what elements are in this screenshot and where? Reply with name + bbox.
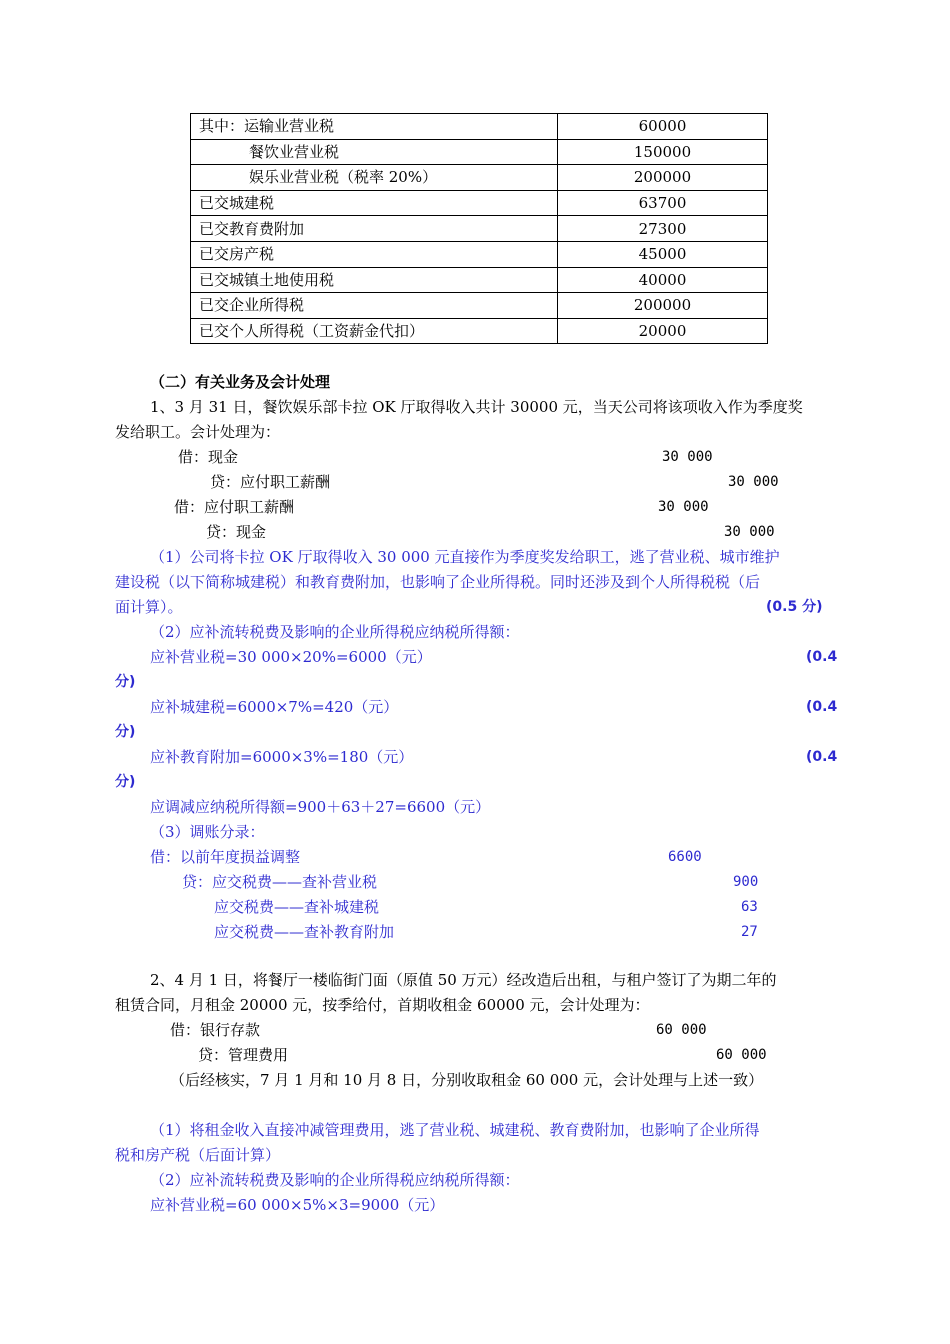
table-cell-label: 其中：运输业营业税 — [191, 114, 558, 140]
table-cell-label: 已交教育费附加 — [191, 216, 558, 242]
table-row — [191, 165, 768, 191]
table-row — [191, 114, 768, 140]
table-cell-label: 已交个人所得税（工资薪金代扣） — [191, 318, 558, 344]
item1-answer1-line1: （1）公司将卡拉 OK 厅取得收入 30 000 元直接作为季度奖发给职工，逃了营业税、城市维护 — [150, 548, 780, 566]
item2-calc-business-tax: 应补营业税=60 000×5%×3=9000（元） — [150, 1196, 445, 1214]
score-label: (0.4 — [806, 699, 838, 715]
table-cell-value: 60000 — [558, 114, 768, 140]
adjust-entry-amount: 27 — [741, 924, 758, 940]
item1-answer1-line2: 建设税（以下简称城建税）和教育费附加，也影响了企业所得税。同时还涉及到个人所得税税（后 — [115, 573, 761, 591]
section-title: （二）有关业务及会计处理 — [150, 373, 331, 391]
adjust-entry-account: 贷：应交税费——查补营业税 — [182, 873, 378, 891]
table-cell-value: 27300 — [558, 216, 768, 242]
table-cell-value: 20000 — [558, 318, 768, 344]
item2-para-line2: 租赁合同，月租金 20000 元，按季给付，首期收租金 60000 元，会计处理为： — [115, 996, 650, 1014]
journal-entry-amount: 30 000 — [658, 499, 709, 515]
table-row — [191, 267, 768, 293]
journal-entry-amount: 60 000 — [716, 1047, 767, 1063]
score-label: (0.4 — [806, 649, 838, 665]
item1-answer3-title: （3）调账分录： — [150, 823, 265, 841]
journal-entry-amount: 30 000 — [724, 524, 775, 540]
item2-note: （后经核实，7 月 1 月和 10 月 8 日，分别收取租金 60 000 元，会计处理与上述一致） — [170, 1071, 764, 1089]
calc-business-tax: 应补营业税=30 000×20%=6000（元） — [150, 648, 432, 666]
table-cell-label: 已交城建税 — [191, 190, 558, 216]
item2-para-line1: 2、4 月 1 日，将餐厅一楼临街门面（原值 50 万元）经改造后出租，与租户签订了为期二年的 — [150, 971, 777, 989]
score-label: (0.4 — [806, 749, 838, 765]
table-cell-label: 已交企业所得税 — [191, 293, 558, 319]
table-row — [191, 293, 768, 319]
calc-education-surcharge: 应补教育附加=6000×3%=180（元） — [150, 748, 414, 766]
table-cell-value: 150000 — [558, 139, 768, 165]
table-cell-value: 63700 — [558, 190, 768, 216]
journal-entry-amount: 30 000 — [728, 474, 779, 490]
table-cell-value: 200000 — [558, 165, 768, 191]
adjust-entry-account: 应交税费——查补教育附加 — [214, 923, 395, 941]
journal-entry-account: 贷：应付职工薪酬 — [210, 473, 331, 491]
journal-entry-account: 贷：现金 — [206, 523, 267, 541]
table-cell-value: 200000 — [558, 293, 768, 319]
adjust-entry-amount: 6600 — [668, 849, 702, 865]
adjust-entry-amount: 900 — [733, 874, 759, 890]
item1-para-line1: 1、3 月 31 日，餐饮娱乐部卡拉 OK 厅取得收入共计 30000 元，当天公司将该项收入作为季度奖 — [150, 398, 803, 416]
adjust-entry-account: 借：以前年度损益调整 — [150, 848, 301, 866]
journal-entry-account: 贷：管理费用 — [198, 1046, 289, 1064]
journal-entry-account: 借：应付职工薪酬 — [174, 498, 295, 516]
item2-answer1-line2: 税和房产税（后面计算） — [115, 1146, 281, 1164]
adjust-entry-account: 应交税费——查补城建税 — [214, 898, 380, 916]
table-row — [191, 216, 768, 242]
table-cell-value: 45000 — [558, 241, 768, 267]
adjust-entry-amount: 63 — [741, 899, 758, 915]
calc-taxable-adjustment: 应调减应纳税所得额=900＋63＋27=6600（元） — [150, 798, 491, 816]
journal-entry-account: 借：银行存款 — [170, 1021, 261, 1039]
journal-entry-amount: 30 000 — [662, 449, 713, 465]
table-cell-label: 已交房产税 — [191, 241, 558, 267]
calc-city-tax: 应补城建税=6000×7%=420（元） — [150, 698, 399, 716]
table-cell-label: 娱乐业营业税（税率 20%） — [191, 165, 558, 191]
table-cell-label: 餐饮业营业税 — [191, 139, 558, 165]
table-row — [191, 139, 768, 165]
journal-entry-amount: 60 000 — [656, 1022, 707, 1038]
table-cell-label: 已交城镇土地使用税 — [191, 267, 558, 293]
journal-entry-account: 借：现金 — [178, 448, 239, 466]
item2-answer1-line1: （1）将租金收入直接冲减管理费用，逃了营业税、城建税、教育费附加，也影响了企业所得 — [150, 1121, 760, 1139]
item1-answer1-line3: 面计算）。 — [115, 598, 183, 616]
table-cell-value: 40000 — [558, 267, 768, 293]
tax-paid-table — [190, 113, 768, 344]
item1-para-line2: 发给职工。会计处理为： — [115, 423, 281, 441]
score-label: 分) — [115, 674, 136, 690]
table-row — [191, 241, 768, 267]
score-label: 分) — [115, 724, 136, 740]
score-label: (0.5 分) — [766, 599, 823, 615]
item1-answer2-title: （2）应补流转税费及影响的企业所得税应纳税所得额： — [150, 623, 520, 641]
table-row — [191, 318, 768, 344]
item2-answer2-title: （2）应补流转税费及影响的企业所得税应纳税所得额： — [150, 1171, 520, 1189]
score-label: 分) — [115, 774, 136, 790]
table-row — [191, 190, 768, 216]
